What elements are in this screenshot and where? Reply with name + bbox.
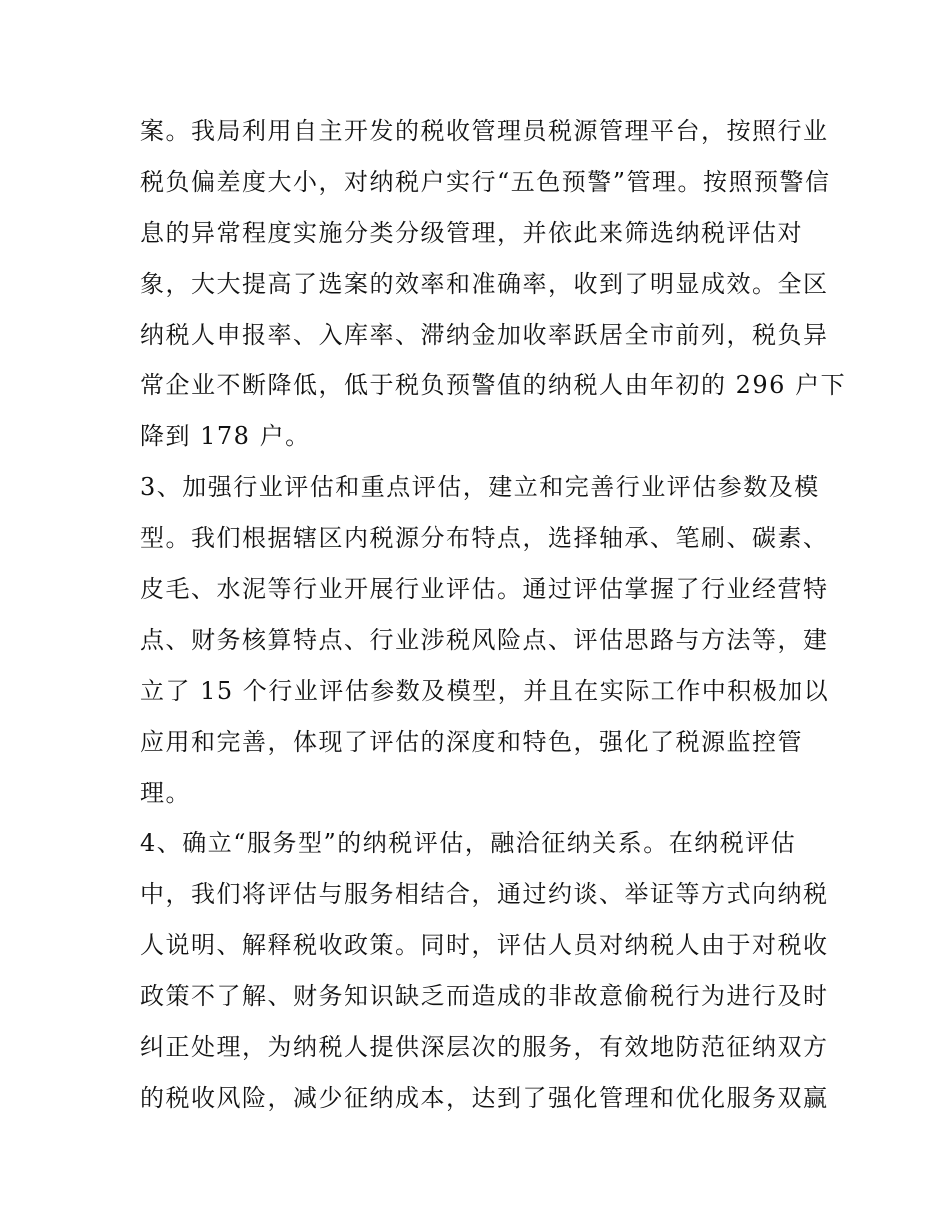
text-line: 降到 178 户。 [140,422,311,451]
text-line: 中，我们将评估与服务相结合，通过约谈、举证等方式向纳税 [140,880,829,909]
text-line: 纳税人申报率、入库率、滞纳金加收率跃居全市前列，税负异 [140,320,829,349]
text-line: 象，大大提高了选案的效率和准确率，收到了明显成效。全区 [140,269,829,298]
text-line: 案。我局利用自主开发的税收管理员税源管理平台，按照行业 [140,117,829,145]
text-line: 税负偏差度大小，对纳税户实行“五色预警”管理。按照预警信 [140,167,831,196]
text-line: 立了 15 个行业评估参数及模型，并且在实际工作中积极加以 [140,676,830,705]
body-text [140,106,847,1124]
text-line: 皮毛、水泥等行业开展行业评估。通过评估掌握了行业经营特 [140,575,829,604]
text-line: 理。 [140,778,191,807]
text-line: 纠正处理，为纳税人提供深层次的服务，有效地防范征纳双方 [140,1033,829,1062]
text-line: 人说明、解释税收政策。同时，评估人员对纳税人由于对税收 [140,931,829,960]
text-line: 型。我们根据辖区内税源分布特点，选择轴承、笔刷、碳素、 [140,524,829,553]
text-line: 息的异常程度实施分类分级管理，并依此来筛选纳税评估对 [140,218,803,247]
section-4-heading-line: 4、确立“服务型”的纳税评估，融洽征纳关系。在纳税评估 [140,829,797,858]
text-line: 常企业不断降低，低于税负预警值的纳税人由年初的 296 户下 [140,371,847,400]
text-line: 的税收风险，减少征纳成本，达到了强化管理和优化服务双赢 [140,1083,829,1112]
text-line: 政策不了解、财务知识缺乏而造成的非故意偷税行为进行及时 [140,982,829,1011]
section-3-heading-line: 3、加强行业评估和重点评估，建立和完善行业评估参数及模 [140,473,820,502]
text-line: 应用和完善，体现了评估的深度和特色，强化了税源监控管 [140,727,803,756]
text-line: 点、财务核算特点、行业涉税风险点、评估思路与方法等，建 [140,625,829,654]
